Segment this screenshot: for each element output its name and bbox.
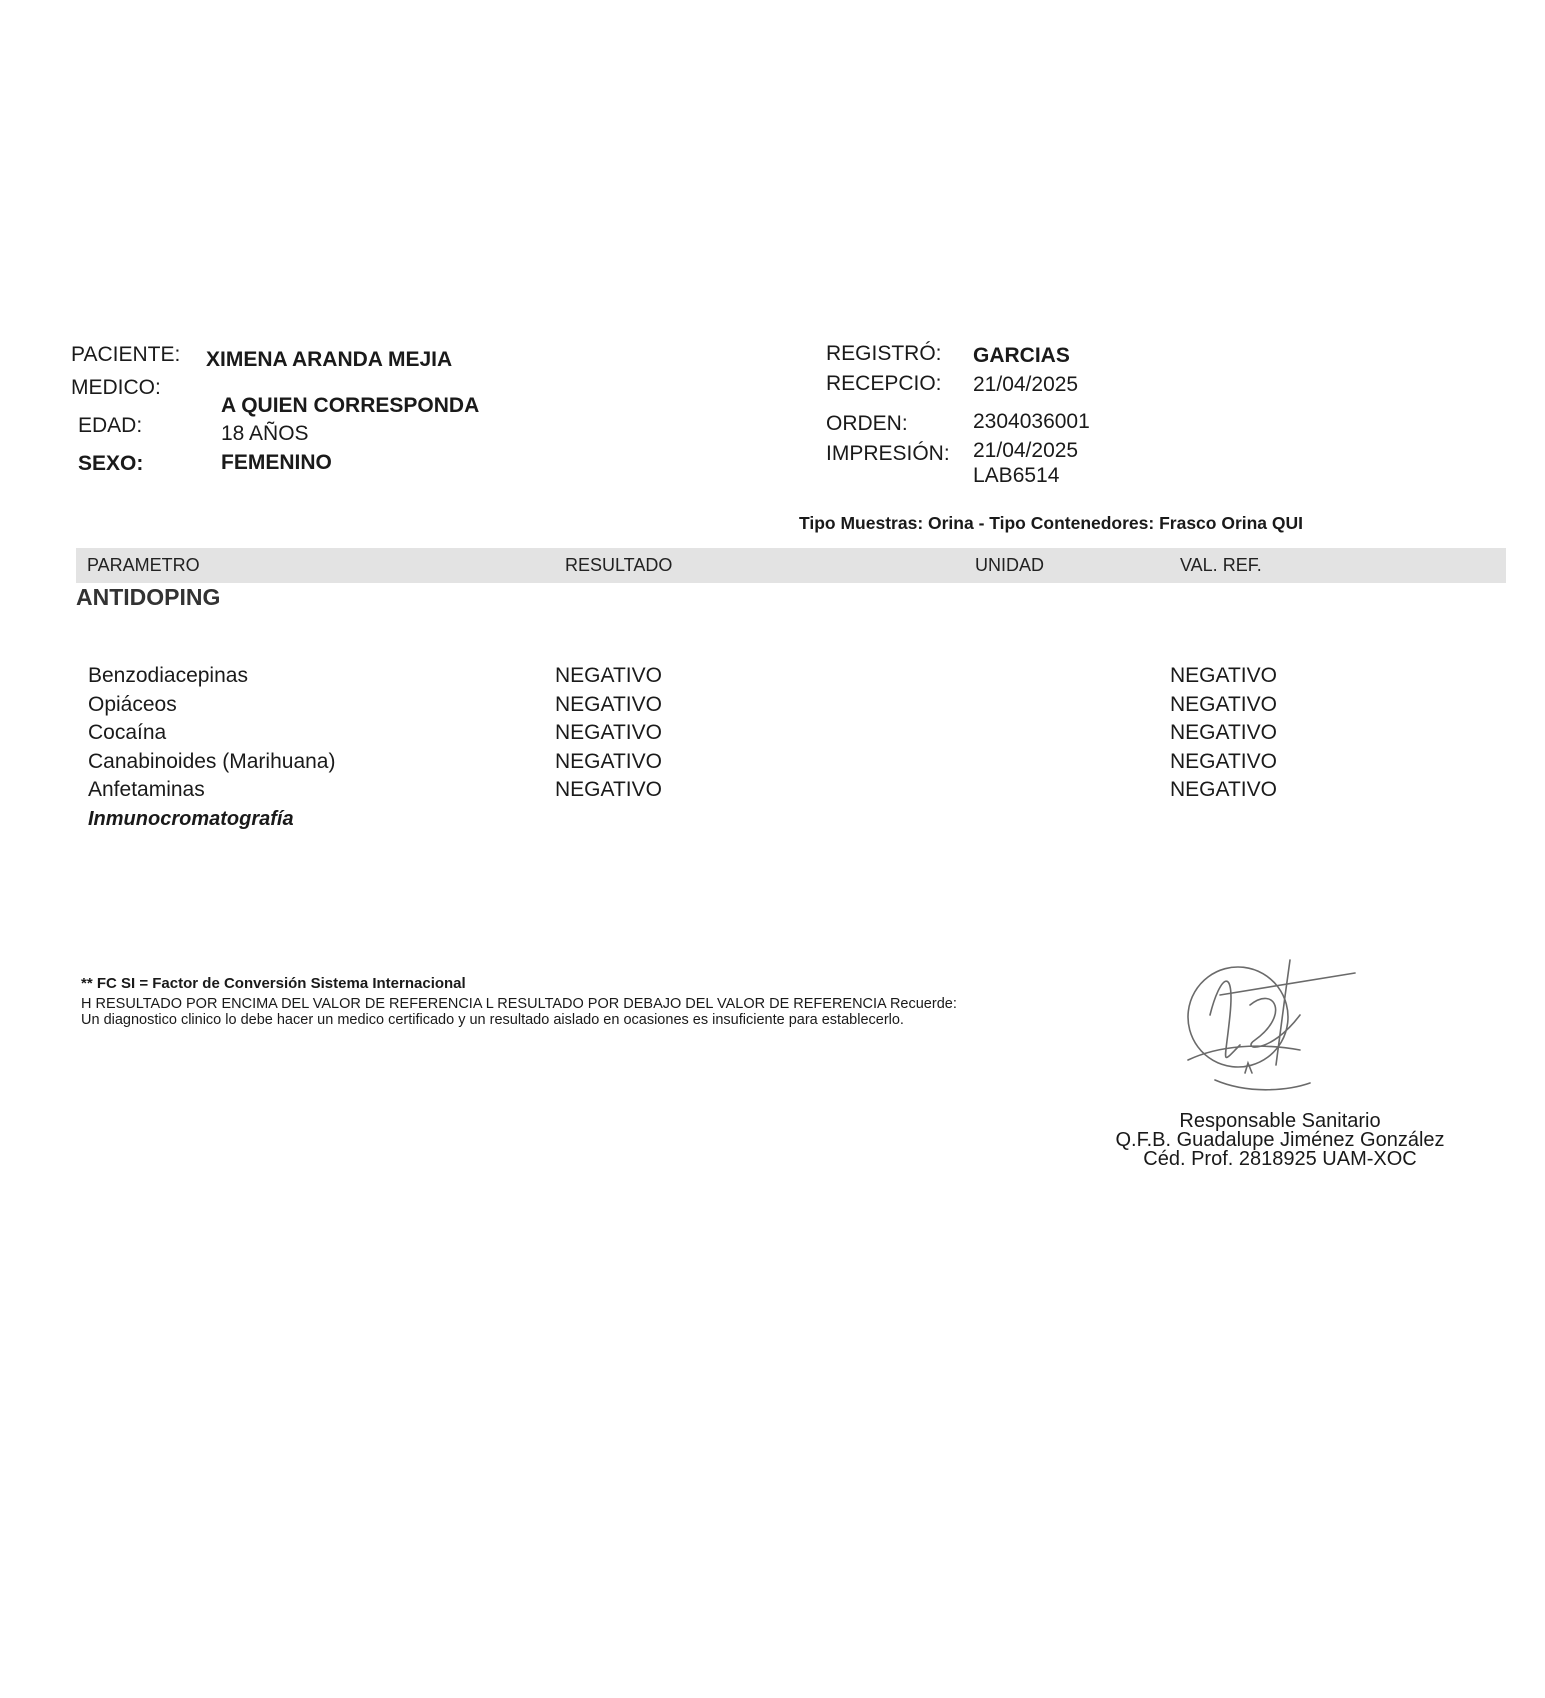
row-resultado: NEGATIVO xyxy=(555,664,662,687)
header-unidad: UNIDAD xyxy=(975,555,1045,575)
edad-label: EDAD: xyxy=(78,414,143,437)
method-label: Inmunocromatografía xyxy=(88,808,294,830)
row-val-ref: NEGATIVO xyxy=(1170,750,1277,773)
signature-role: Responsable Sanitario xyxy=(1179,1110,1381,1132)
medico-label: MEDICO: xyxy=(71,376,161,399)
signature-cedula: Céd. Prof. 2818925 UAM-XOC xyxy=(1143,1148,1417,1170)
row-val-ref: NEGATIVO xyxy=(1170,778,1277,801)
impresion-label: IMPRESIÓN: xyxy=(826,442,950,465)
row-parametro: Canabinoides (Marihuana) xyxy=(88,750,336,773)
orden-value: 2304036001 xyxy=(973,410,1090,433)
row-val-ref: NEGATIVO xyxy=(1170,693,1277,716)
header-parametro: PARAMETRO xyxy=(87,555,200,575)
sexo-label: SEXO: xyxy=(78,452,144,475)
recepcio-label: RECEPCIO: xyxy=(826,372,942,395)
footer-note-title: ** FC SI = Factor de Conversión Sistema Internacional xyxy=(81,975,466,992)
table-header xyxy=(76,548,1506,583)
row-val-ref: NEGATIVO xyxy=(1170,721,1277,744)
row-resultado: NEGATIVO xyxy=(555,721,662,744)
orden-label: ORDEN: xyxy=(826,412,908,435)
row-parametro: Opiáceos xyxy=(88,693,177,716)
lab-value: LAB6514 xyxy=(973,464,1060,487)
recepcio-value: 21/04/2025 xyxy=(973,373,1079,396)
section-title: ANTIDOPING xyxy=(76,584,221,610)
table-row xyxy=(0,721,1545,749)
header-val-ref: VAL. REF. xyxy=(1180,555,1262,575)
row-parametro: Cocaína xyxy=(88,721,167,744)
row-resultado: NEGATIVO xyxy=(555,750,662,773)
sexo-value: FEMENINO xyxy=(221,451,332,474)
footer-note-line1: H RESULTADO POR ENCIMA DEL VALOR DE REFERENCIA L RESULTADO POR DEBAJO DEL VALOR DE REFERENCIA Recuerde: xyxy=(81,996,957,1012)
footer-note-line2: Un diagnostico clinico lo debe hacer un medico certificado y un resultado aislado en ocasiones es insuficiente para establecerlo. xyxy=(81,1012,904,1028)
registro-value: GARCIAS xyxy=(973,344,1070,367)
registro-label: REGISTRÓ: xyxy=(826,342,942,365)
row-parametro: Anfetaminas xyxy=(88,778,205,801)
row-parametro: Benzodiacepinas xyxy=(88,664,248,687)
signature-name: Q.F.B. Guadalupe Jiménez González xyxy=(1115,1129,1445,1151)
row-val-ref: NEGATIVO xyxy=(1170,664,1277,687)
table-row xyxy=(0,750,1545,778)
table-row xyxy=(0,664,1545,692)
row-resultado: NEGATIVO xyxy=(555,693,662,716)
table-row xyxy=(0,693,1545,721)
sample-info: Tipo Muestras: Orina - Tipo Contenedores: Frasco Orina QUI xyxy=(799,513,1304,533)
row-resultado: NEGATIVO xyxy=(555,778,662,801)
header-resultado: RESULTADO xyxy=(565,555,673,575)
table-row xyxy=(0,778,1545,806)
impresion-value: 21/04/2025 xyxy=(973,439,1079,462)
signature-image xyxy=(1180,955,1360,1105)
medico-value: A QUIEN CORRESPONDA xyxy=(221,394,480,417)
paciente-label: PACIENTE: xyxy=(71,343,181,366)
edad-value: 18 AÑOS xyxy=(221,422,309,445)
paciente-value: XIMENA ARANDA MEJIA xyxy=(206,348,453,371)
